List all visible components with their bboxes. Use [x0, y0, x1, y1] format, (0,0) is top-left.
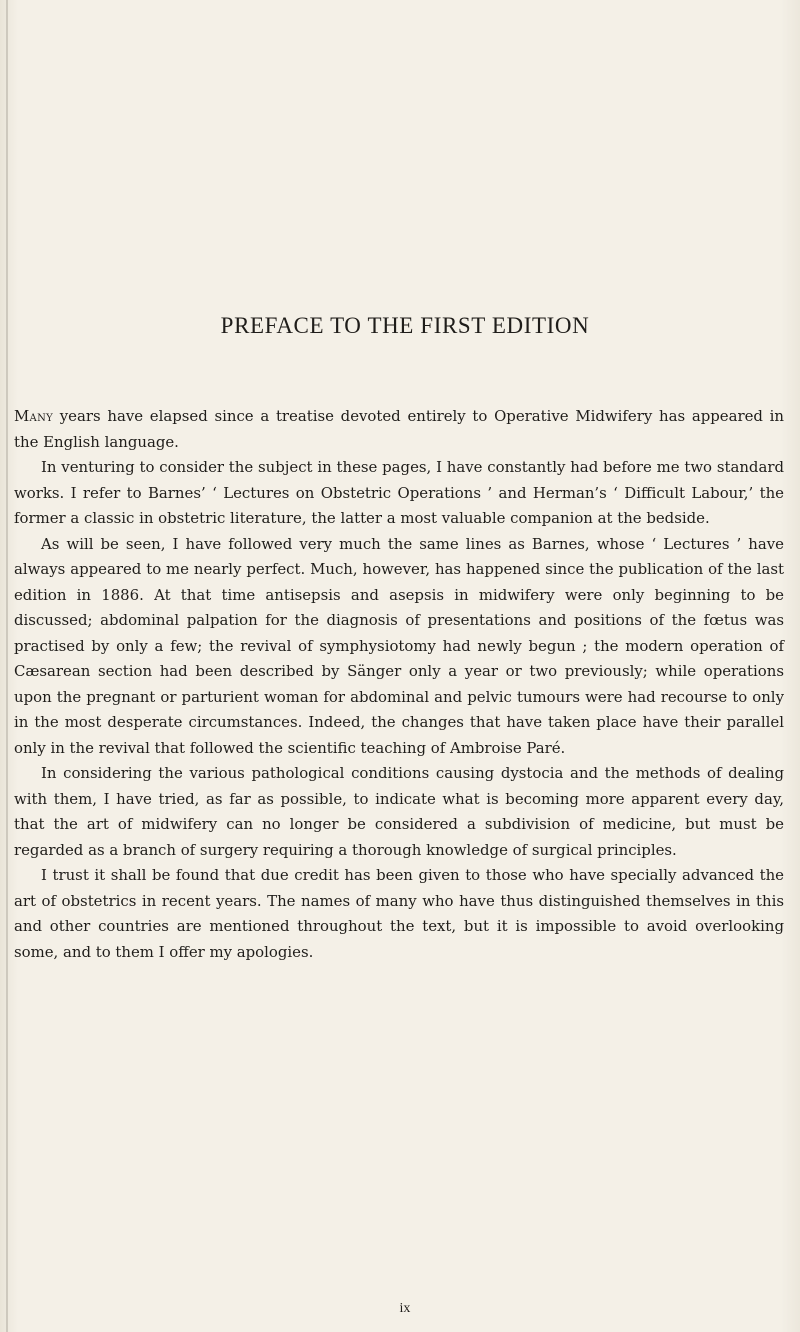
opening-word: Many [14, 407, 54, 425]
page-number: ix [399, 1301, 411, 1316]
paragraph-3: As will be seen, I have followed very much the same lines as Barnes, whose ‘ Lectures ’ have always appeared to me nearly perfect. Much, however, has happened since the publication of the last edition in 1886. At that time antisepsis and asepsis in midwifery were only beginning to be discussed; abdominal palpation for the diagnosis of presentations and positions of the fœtus was practised by only a few; the revival of symphysiotomy had newly begun ; the modern operation of Cæsarean section had been described by Sänger only a year or two previously; while operations upon the pregnant or parturient woman for abdominal and pelvic tumours were had recourse to only in the most desperate circumstances. Indeed, the changes that have taken place have their parallel only in the revival that followed the scientific teaching of Ambroise Paré. [14, 534, 784, 757]
paragraph-4: In considering the various pathological conditions causing dystocia and the methods of dealing with them, I have tried, as far as possible, to indicate what is becoming more apparent every day, that the art of midwifery can no longer be considered a subdivision of medicine, but must be regarded as a branch of surgery requiring a thorough knowledge of surgical principles. [14, 764, 784, 859]
paragraph-1-text: years have elapsed since a treatise devoted entirely to Operative Midwifery has appeared in the English language. [14, 407, 784, 451]
paragraph-5: I trust it shall be found that due credit has been given to those who have specially advanced the art of obstetrics in recent years. The names of many who have thus distinguished themselves in this and other countries are mentioned throughout the text, but it is impossible to avoid overlooking some, and to them I offer my apologies. [14, 866, 784, 961]
preface-body [14, 404, 784, 965]
paragraph-2: In venturing to consider the subject in these pages, I have constantly had before me two standard works. I refer to Barnes’ ‘ Lectures on Obstetric Operations ’ and Herman’s ‘ Difficult Labour,’ the former a classic in obstetric literature, the latter a most valuable companion at the bedside. [14, 458, 784, 527]
paragraph-1 [14, 404, 784, 455]
page-title: PREFACE TO THE FIRST EDITION [220, 313, 590, 338]
binding-edge [6, 0, 8, 1332]
